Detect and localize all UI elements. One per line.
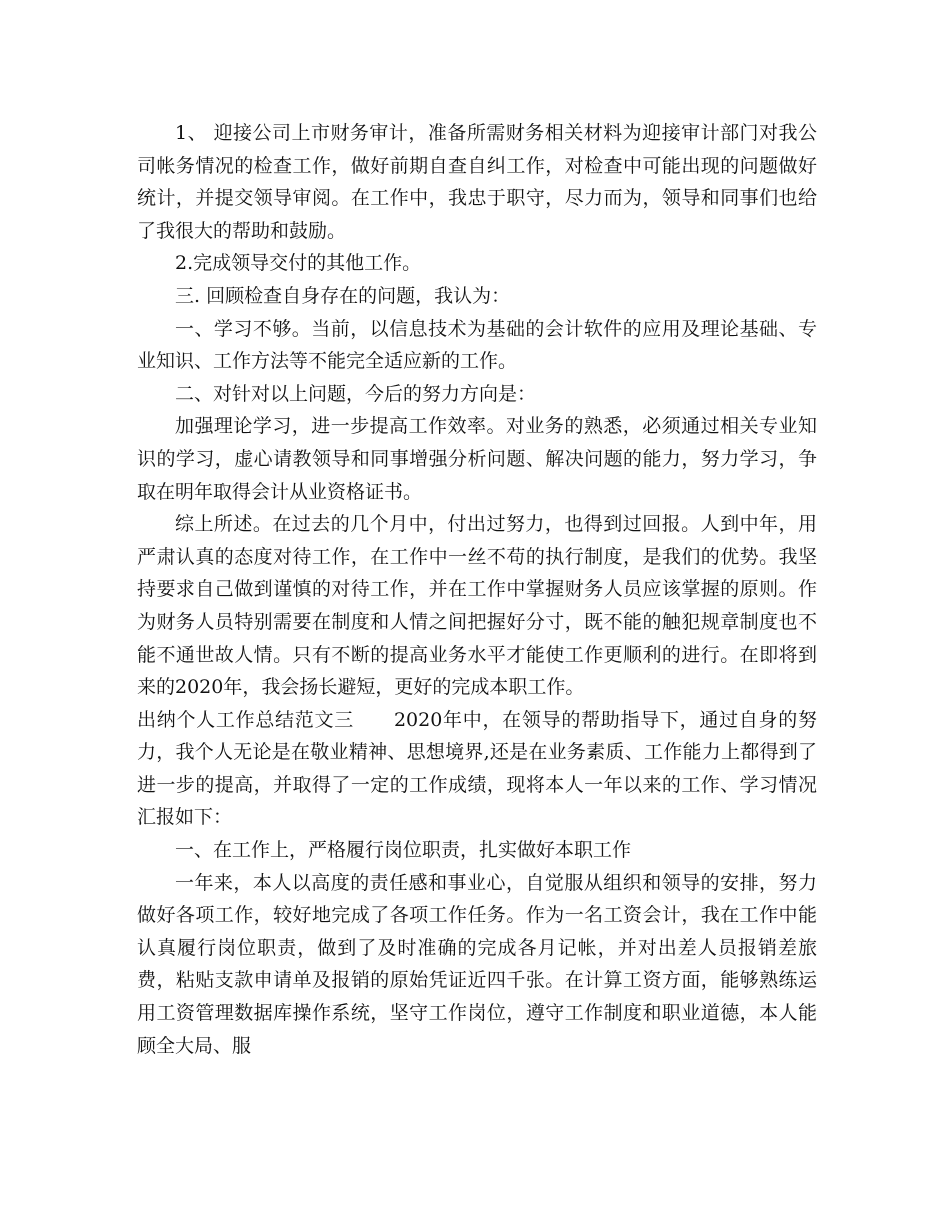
paragraph-work-heading: 一、在工作上，严格履行岗位职责，扎实做好本职工作 bbox=[175, 839, 632, 862]
paragraph-issue-1: 一、学习不够。当前，以信息技术为基础的会计软件的应用及理论基础、专业知识、工作方法等不能完全适应新的工作。 bbox=[137, 317, 817, 373]
section-title: 出纳个人工作总结范文三 bbox=[137, 708, 354, 731]
paragraph-improvement: 加强理论学习，进一步提高工作效率。对业务的熟悉，必须通过相关专业知识的学习，虚心请教领导和同事增强分析问题、解决问题的能力，努力学习，争取在明年取得会计从业资格证书。 bbox=[137, 415, 817, 503]
paragraph-item-2: 2.完成领导交付的其他工作。 bbox=[175, 252, 422, 275]
paragraph-work-details: 一年来，本人以高度的责任感和事业心，自觉服从组织和领导的安排，努力做好各项工作，较好地完成了各项工作任务。作为一名工资会计，我在工作中能认真履行岗位职责，做到了及时准确的完成各月记帐，并对出差人员报销差旅费，粘贴支款申请单及报销的原始凭证近四千张。在计算工资方面，能够熟练运用工资管理数据库操作系统，坚守工作岗位，遵守工作制度和职业道德，本人能顾全大局、服 bbox=[137, 871, 817, 1057]
paragraph-item-1: 1、 迎接公司上市财务审计，准备所需财务相关材料为迎接审计部门对我公司帐务情况的检查工作，做好前期自查自纠工作，对检查中可能出现的问题做好统计，并提交领导审阅。在工作中，我忠于职守，尽力而为，领导和同事们也给了我很大的帮助和鼓励。 bbox=[137, 122, 817, 242]
paragraph-issue-2: 二、对针对以上问题，今后的努力方向是： bbox=[175, 382, 537, 405]
section-intro: 2020年中，在领导的帮助指导下，通过自身的努力，我个人无论是在敬业精神、思想境界,还是在业务素质、工作能力上都得到了进一步的提高，并取得了一定的工作成绩，现将本人一年以来的工作、学习情况汇报如下： bbox=[137, 708, 817, 829]
paragraph-section-3: 三. 回顾检查自身存在的问题，我认为： bbox=[175, 284, 511, 307]
section-paragraph bbox=[137, 704, 817, 834]
paragraph-summary: 综上所述。在过去的几个月中，付出过努力，也得到过回报。人到中年，用严肃认真的态度对待工作，在工作中一丝不苟的执行制度，是我们的优势。我坚持要求自己做到谨慎的对待工作，并在工作中掌握财务人员应该掌握的原则。作为财务人员特别需要在制度和人情之间把握好分寸，既不能的触犯规章制度也不能不通世故人情。只有不断的提高业务水平才能使工作更顺利的进行。在即将到来的2020年，我会扬长避短，更好的完成本职工作。 bbox=[137, 513, 817, 699]
document-body bbox=[137, 117, 817, 1062]
